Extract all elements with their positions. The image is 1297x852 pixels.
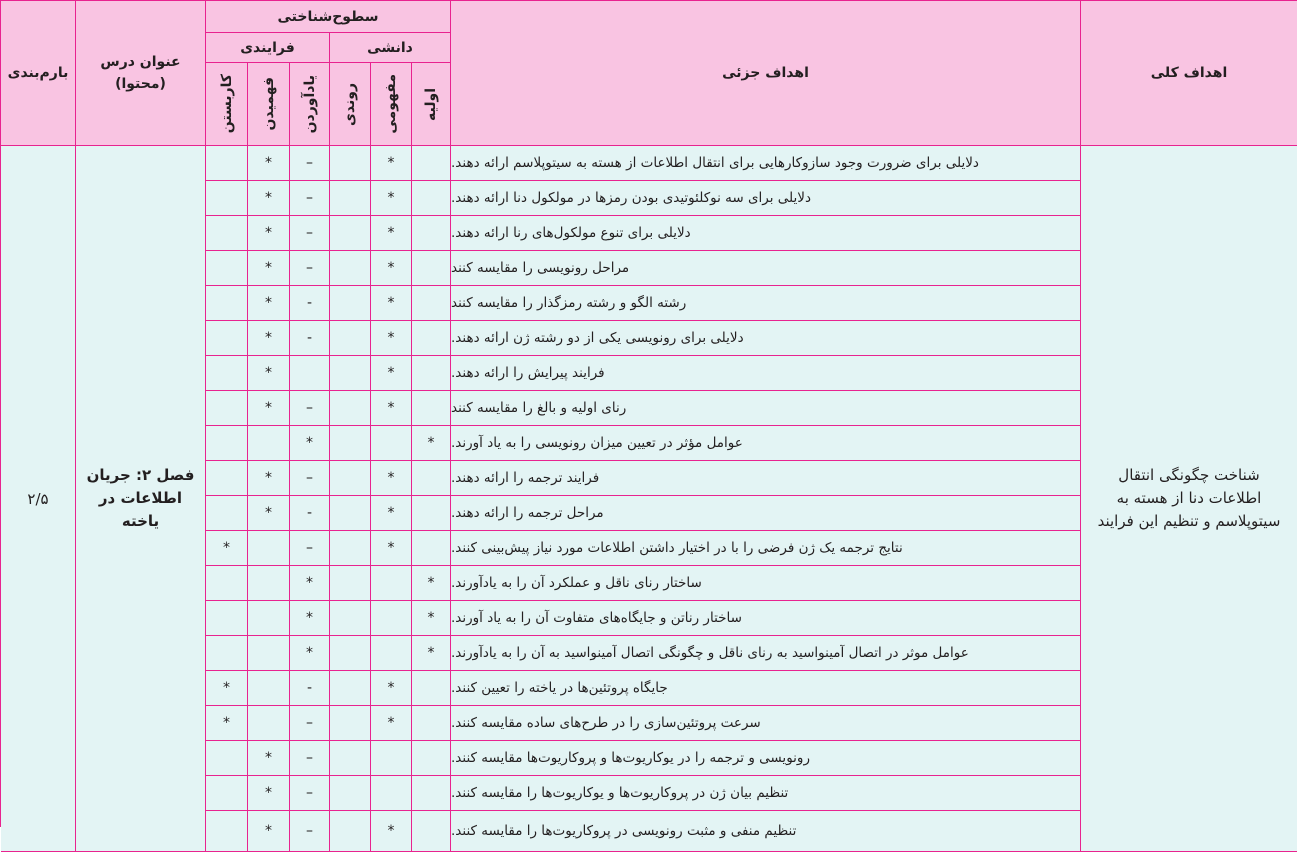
level-mafhoomi-mark bbox=[371, 636, 412, 671]
level-ravandi-mark bbox=[330, 391, 371, 426]
level-karbastan-mark bbox=[206, 251, 248, 286]
level-ravandi-mark bbox=[330, 251, 371, 286]
level-yadavardan-mark: - bbox=[290, 496, 330, 531]
level-ravandi-header: روندی bbox=[330, 63, 371, 146]
level-yadavardan-mark: – bbox=[290, 531, 330, 566]
process-header: فرایندی bbox=[206, 33, 330, 63]
level-fahmidan-header: فهمیدن bbox=[248, 63, 290, 146]
level-yadavardan-mark: – bbox=[290, 391, 330, 426]
cognitive-levels-header: سطوح‌شناختی bbox=[206, 1, 451, 33]
level-ravandi-mark bbox=[330, 741, 371, 776]
level-fahmidan-mark: * bbox=[248, 356, 290, 391]
level-avalieh-mark bbox=[412, 741, 451, 776]
level-yadavardan-header: یادآوردن bbox=[290, 63, 330, 146]
level-yadavardan-mark bbox=[290, 356, 330, 391]
level-fahmidan-mark bbox=[248, 601, 290, 636]
score-cell: ۲/۵ bbox=[1, 146, 76, 852]
level-ravandi-mark bbox=[330, 286, 371, 321]
level-avalieh-mark bbox=[412, 811, 451, 852]
level-mafhoomi-mark: * bbox=[371, 356, 412, 391]
score-header: بارم‌بندی bbox=[1, 1, 76, 146]
level-avalieh-mark bbox=[412, 531, 451, 566]
chapter-title-cell: فصل ۲: جریان اطلاعات در یاخته bbox=[76, 146, 206, 852]
level-ravandi-mark bbox=[330, 601, 371, 636]
level-fahmidan-mark: * bbox=[248, 741, 290, 776]
level-mafhoomi-mark: * bbox=[371, 286, 412, 321]
level-fahmidan-mark: * bbox=[248, 286, 290, 321]
specific-objective-text: فرایند ترجمه را ارائه دهند. bbox=[451, 461, 1081, 496]
level-karbastan-mark bbox=[206, 741, 248, 776]
level-avalieh-mark: * bbox=[412, 601, 451, 636]
level-fahmidan-mark: * bbox=[248, 251, 290, 286]
level-karbastan-mark bbox=[206, 566, 248, 601]
level-mafhoomi-mark: * bbox=[371, 671, 412, 706]
level-fahmidan-mark bbox=[248, 671, 290, 706]
lesson-title-header: عنوان درس (محتوا) bbox=[76, 1, 206, 146]
level-yadavardan-mark: – bbox=[290, 146, 330, 181]
level-ravandi-mark bbox=[330, 671, 371, 706]
level-avalieh-mark: * bbox=[412, 426, 451, 461]
level-yadavardan-mark: * bbox=[290, 601, 330, 636]
level-fahmidan-mark bbox=[248, 636, 290, 671]
specific-objective-text: مراحل رونویسی را مقایسه کنند bbox=[451, 251, 1081, 286]
level-karbastan-mark: * bbox=[206, 531, 248, 566]
level-avalieh-mark bbox=[412, 146, 451, 181]
level-avalieh-mark bbox=[412, 286, 451, 321]
level-fahmidan-mark: * bbox=[248, 496, 290, 531]
level-fahmidan-mark: * bbox=[248, 321, 290, 356]
level-mafhoomi-mark: * bbox=[371, 216, 412, 251]
level-yadavardan-mark: – bbox=[290, 776, 330, 811]
level-mafhoomi-mark: * bbox=[371, 181, 412, 216]
level-yadavardan-mark: * bbox=[290, 636, 330, 671]
level-mafhoomi-mark bbox=[371, 601, 412, 636]
specific-objective-text: تنظیم منفی و مثبت رونویسی در پروکاریوت‌ها را مقایسه کنند. bbox=[451, 811, 1081, 852]
specific-objective-text: دلایلی برای سه نوکلئوتیدی بودن رمزها در مولکول دنا ارائه دهند. bbox=[451, 181, 1081, 216]
specific-objective-text: دلایلی برای تنوع مولکول‌های رنا ارائه دهند. bbox=[451, 216, 1081, 251]
level-avalieh-mark bbox=[412, 391, 451, 426]
specific-objectives-header: اهداف جزئی bbox=[451, 1, 1081, 146]
level-mafhoomi-mark: * bbox=[371, 251, 412, 286]
level-fahmidan-mark: * bbox=[248, 216, 290, 251]
level-ravandi-mark bbox=[330, 146, 371, 181]
level-karbastan-mark bbox=[206, 391, 248, 426]
specific-objective-text: ساختار رنای ناقل و عملکرد آن را به یادآورند. bbox=[451, 566, 1081, 601]
specific-objective-text: رونویسی و ترجمه را در یوکاریوت‌ها و پروکاریوت‌ها مقایسه کنند. bbox=[451, 741, 1081, 776]
level-ravandi-mark bbox=[330, 776, 371, 811]
specific-objective-text: سرعت پروتئین‌سازی را در طرح‌های ساده مقایسه کنند. bbox=[451, 706, 1081, 741]
level-fahmidan-mark: * bbox=[248, 811, 290, 852]
level-mafhoomi-header: مفهومی bbox=[371, 63, 412, 146]
level-ravandi-mark bbox=[330, 706, 371, 741]
specific-objective-text: فرایند پیرایش را ارائه دهند. bbox=[451, 356, 1081, 391]
specific-objective-text: نتایج ترجمه یک ژن فرضی را با در اختیار داشتن اطلاعات مورد نیاز پیش‌بینی کنند. bbox=[451, 531, 1081, 566]
level-ravandi-mark bbox=[330, 426, 371, 461]
level-karbastan-mark: * bbox=[206, 706, 248, 741]
specific-objective-text: مراحل ترجمه را ارائه دهند. bbox=[451, 496, 1081, 531]
level-mafhoomi-mark: * bbox=[371, 706, 412, 741]
level-avalieh-mark bbox=[412, 706, 451, 741]
level-yadavardan-mark: – bbox=[290, 251, 330, 286]
level-karbastan-mark bbox=[206, 636, 248, 671]
level-karbastan-mark bbox=[206, 216, 248, 251]
level-yadavardan-mark: * bbox=[290, 566, 330, 601]
level-mafhoomi-mark: * bbox=[371, 146, 412, 181]
level-ravandi-mark bbox=[330, 566, 371, 601]
level-avalieh-mark bbox=[412, 776, 451, 811]
level-yadavardan-mark: – bbox=[290, 741, 330, 776]
level-yadavardan-mark: - bbox=[290, 321, 330, 356]
level-yadavardan-mark: – bbox=[290, 216, 330, 251]
level-yadavardan-mark: - bbox=[290, 671, 330, 706]
level-fahmidan-mark bbox=[248, 426, 290, 461]
level-fahmidan-mark: * bbox=[248, 461, 290, 496]
specific-objective-text: رشته الگو و رشته رمزگذار را مقایسه کنند bbox=[451, 286, 1081, 321]
level-karbastan-mark: * bbox=[206, 671, 248, 706]
level-mafhoomi-mark: * bbox=[371, 391, 412, 426]
level-karbastan-mark bbox=[206, 461, 248, 496]
general-objective-cell: شناخت چگونگی انتقال اطلاعات دنا از هسته به سیتوپلاسم و تنظیم این فرایند bbox=[1081, 146, 1297, 852]
level-karbastan-mark bbox=[206, 496, 248, 531]
level-karbastan-mark bbox=[206, 776, 248, 811]
level-karbastan-header: کاربستن bbox=[206, 63, 248, 146]
level-yadavardan-mark: – bbox=[290, 811, 330, 852]
level-ravandi-mark bbox=[330, 216, 371, 251]
level-mafhoomi-mark: * bbox=[371, 461, 412, 496]
specific-objective-text: دلایلی برای ضرورت وجود سازوکارهایی برای انتقال اطلاعات از هسته به سیتوپلاسم ارائه دهند. bbox=[451, 146, 1081, 181]
level-avalieh-mark bbox=[412, 321, 451, 356]
level-mafhoomi-mark bbox=[371, 776, 412, 811]
level-fahmidan-mark bbox=[248, 566, 290, 601]
specific-objective-text: عوامل مؤثر در تعیین میزان رونویسی را به یاد آورند. bbox=[451, 426, 1081, 461]
level-mafhoomi-mark: * bbox=[371, 321, 412, 356]
level-mafhoomi-mark: * bbox=[371, 811, 412, 852]
level-karbastan-mark bbox=[206, 146, 248, 181]
level-yadavardan-mark: - bbox=[290, 286, 330, 321]
level-avalieh-mark bbox=[412, 251, 451, 286]
specific-objective-text: ساختار رناتن و جایگاه‌های متفاوت آن را به یاد آورند. bbox=[451, 601, 1081, 636]
level-ravandi-mark bbox=[330, 321, 371, 356]
level-karbastan-mark bbox=[206, 181, 248, 216]
level-fahmidan-mark: * bbox=[248, 181, 290, 216]
level-karbastan-mark bbox=[206, 321, 248, 356]
level-karbastan-mark bbox=[206, 426, 248, 461]
specific-objective-text: دلایلی برای رونویسی یکی از دو رشته ژن ارائه دهند. bbox=[451, 321, 1081, 356]
specific-objective-text: عوامل موثر در اتصال آمینواسید به رنای ناقل و چگونگی اتصال آمینواسید به آن را به یادآورند. bbox=[451, 636, 1081, 671]
level-avalieh-mark bbox=[412, 216, 451, 251]
level-yadavardan-mark: – bbox=[290, 706, 330, 741]
specific-objective-text: تنظیم بیان ژن در پروکاریوت‌ها و یوکاریوت‌ها را مقایسه کنند. bbox=[451, 776, 1081, 811]
level-mafhoomi-mark bbox=[371, 426, 412, 461]
level-fahmidan-mark bbox=[248, 706, 290, 741]
level-karbastan-mark bbox=[206, 601, 248, 636]
level-fahmidan-mark: * bbox=[248, 146, 290, 181]
level-karbastan-mark bbox=[206, 811, 248, 852]
level-ravandi-mark bbox=[330, 181, 371, 216]
level-avalieh-mark: * bbox=[412, 566, 451, 601]
level-yadavardan-mark: * bbox=[290, 426, 330, 461]
level-yadavardan-mark: – bbox=[290, 461, 330, 496]
level-mafhoomi-mark bbox=[371, 566, 412, 601]
level-ravandi-mark bbox=[330, 531, 371, 566]
level-ravandi-mark bbox=[330, 636, 371, 671]
level-mafhoomi-mark: * bbox=[371, 496, 412, 531]
level-fahmidan-mark: * bbox=[248, 776, 290, 811]
level-karbastan-mark bbox=[206, 286, 248, 321]
level-fahmidan-mark bbox=[248, 531, 290, 566]
level-avalieh-mark bbox=[412, 461, 451, 496]
level-mafhoomi-mark bbox=[371, 741, 412, 776]
general-objectives-header: اهداف کلی bbox=[1081, 1, 1297, 146]
level-mafhoomi-mark: * bbox=[371, 531, 412, 566]
level-avalieh-mark bbox=[412, 356, 451, 391]
level-fahmidan-mark: * bbox=[248, 391, 290, 426]
level-karbastan-mark bbox=[206, 356, 248, 391]
level-avalieh-mark bbox=[412, 181, 451, 216]
knowledge-header: دانشی bbox=[330, 33, 451, 63]
level-yadavardan-mark: – bbox=[290, 181, 330, 216]
level-ravandi-mark bbox=[330, 356, 371, 391]
level-ravandi-mark bbox=[330, 811, 371, 852]
level-ravandi-mark bbox=[330, 496, 371, 531]
specific-objective-text: جایگاه پروتئین‌ها در یاخته را تعیین کنند. bbox=[451, 671, 1081, 706]
level-ravandi-mark bbox=[330, 461, 371, 496]
specific-objective-text: رنای اولیه و بالغ را مقایسه کنند bbox=[451, 391, 1081, 426]
level-avalieh-header: اولیه bbox=[412, 63, 451, 146]
level-avalieh-mark bbox=[412, 671, 451, 706]
level-avalieh-mark: * bbox=[412, 636, 451, 671]
level-avalieh-mark bbox=[412, 496, 451, 531]
